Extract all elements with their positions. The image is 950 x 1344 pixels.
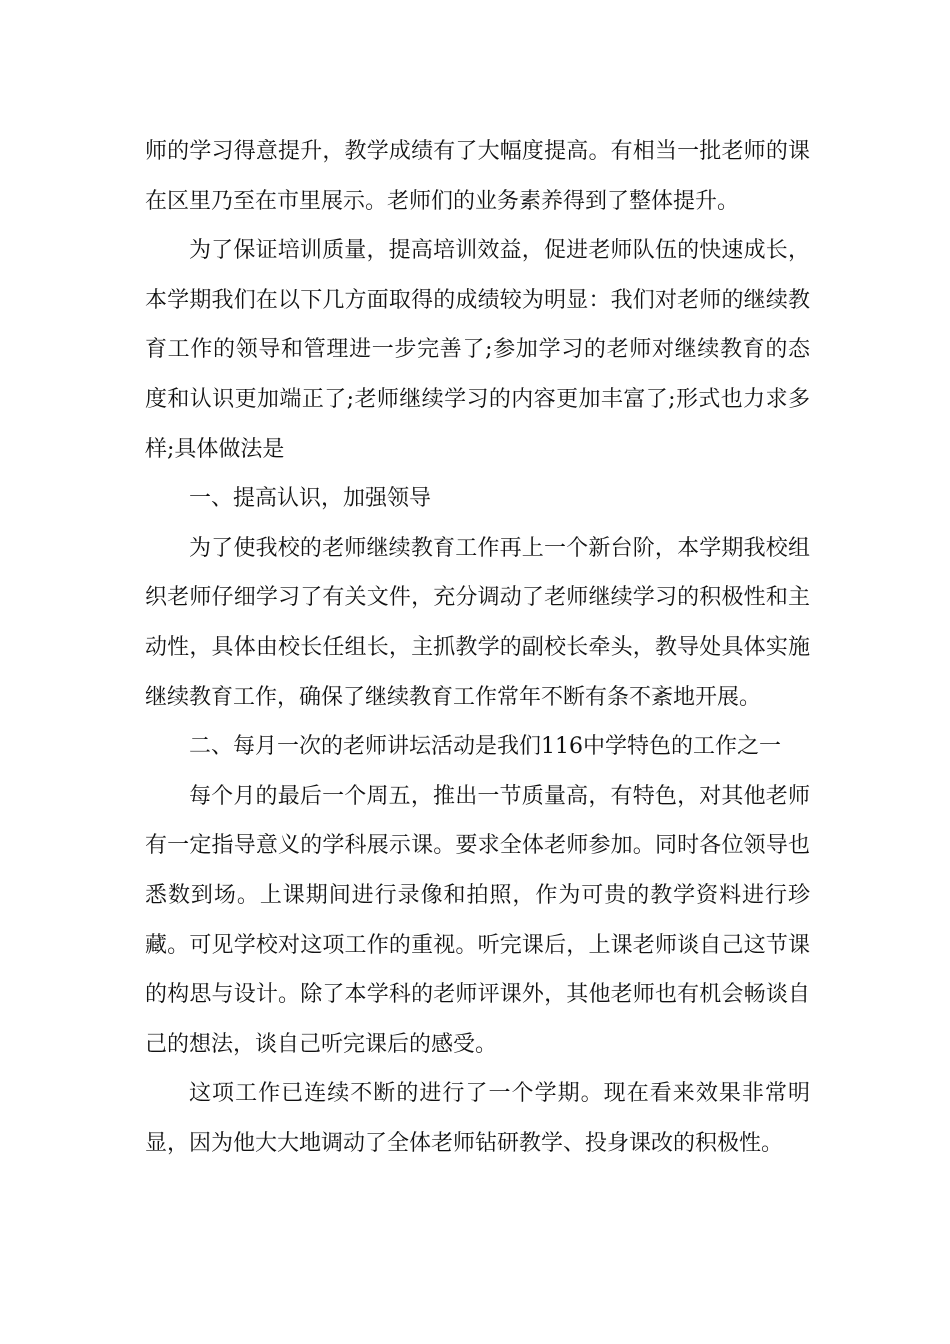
paragraph-leadership: 为了使我校的老师继续教育工作再上一个新台阶，本学期我校组织老师仔细学习了有关文件，充分调动了老师继续学习的积极性和主动性，具体由校长任组长，主抓教学的副校长牵头，教导处具体实施继续教育工作，确保了继续教育工作常年不断有条不紊地开展。 — [145, 535, 810, 710]
paragraph-effect: 这项工作已连续不断的进行了一个学期。现在看来效果非常明显，因为他大大地调动了全体老师钻研教学、投身课改的积极性。 — [145, 1081, 810, 1156]
paragraph-monthly-class: 每个月的最后一个周五，推出一节质量高，有特色，对其他老师有一定指导意义的学科展示课。要求全体老师参加。同时各位领导也悉数到场。上课期间进行录像和拍照，作为可贵的教学资料进行珍藏。可见学校对这项工作的重视。听完课后，上课老师谈自己这节课的构思与设计。除了本学科的老师评课外，其他老师也有机会畅谈自己的想法，谈自己听完课后的感受。 — [145, 783, 810, 1057]
document-body — [145, 127, 810, 1168]
section-heading-2: 二、每月一次的老师讲坛活动是我们116中学特色的工作之一 — [189, 734, 781, 760]
paragraph-continuation: 师的学习得意提升，教学成绩有了大幅度提高。有相当一批老师的课在区里乃至在市里展示。老师们的业务素养得到了整体提升。 — [145, 139, 810, 214]
paragraph-training-quality: 为了保证培训质量，提高培训效益，促进老师队伍的快速成长，本学期我们在以下几方面取得的成绩较为明显：我们对老师的继续教育工作的领导和管理进一步完善了;参加学习的老师对继续教育的态度和认识更加端正了;老师继续学习的内容更加丰富了;形式也力求多样;具体做法是 — [145, 238, 810, 462]
section-heading-1: 一、提高认识，加强领导 — [189, 486, 432, 512]
